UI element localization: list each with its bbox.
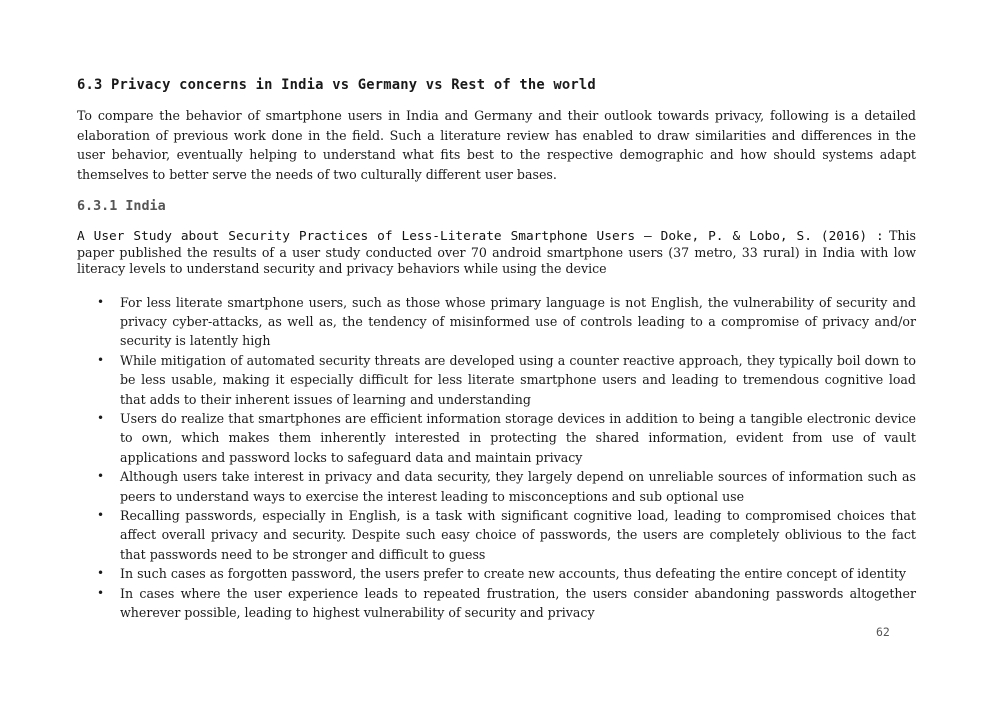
section-heading: 6.3 Privacy concerns in India vs Germany vs Rest of the world (77, 77, 596, 93)
list-item-text: Although users take interest in privacy and data security, they largely depend on unreliable sources of information such as peers to understand ways to exercise the interest leading to misconceptions and sub optional use (120, 469, 916, 504)
bullet-icon: • (97, 585, 105, 600)
study-summary: This paper published the results of a user study conducted over 70 android smartphone users (37 metro, 33 rural) in India with low literacy levels to understand security and privacy behaviors while using the device (77, 228, 916, 277)
intro-paragraph: To compare the behavior of smartphone users in India and Germany and their outlook towards privacy, following is a detailed elaboration of previous work done in the field. Such a literature review has enabled to draw similarities and differences in the user behavior, eventually helping to understand what fits best to the respective demographic and how should systems adapt themselves to better serve the needs of two culturally different user bases. (77, 108, 916, 182)
list-item-text: Users do realize that smartphones are efficient information storage devices in addition to being a tangible electronic device to own, which makes them inherently interested in protecting the shared information, evident from use of vault applications and password locks to safeguard data and maintain privacy (120, 411, 916, 465)
subsection-heading: 6.3.1 India (77, 199, 166, 214)
list-item-text: While mitigation of automated security threats are developed using a counter reactive approach, they typically boil down to be less usable, making it especially difficult for less literate smartphone users and leading to tremendous cognitive load that adds to their inherent issues of learning and understanding (120, 352, 916, 407)
bullet-icon: • (97, 411, 105, 426)
bullet-icon: • (97, 566, 105, 581)
bullet-icon: • (97, 469, 105, 484)
document-page (77, 74, 916, 623)
page-number: 62 (876, 625, 890, 639)
list-item (77, 506, 916, 564)
list-item-text: In cases where the user experience leads to repeated frustration, the users consider abandoning passwords altogether wherever possible, leading to highest vulnerability of security and privacy (120, 585, 916, 621)
list-item-text: For less literate smartphone users, such as those whose primary language is not English, the vulnerability of security and privacy cyber-attacks, as well as, the tendency of misinformed use of controls leading to a compromise of privacy and/or security is latently high (120, 294, 916, 349)
list-item (77, 293, 916, 351)
list-item (77, 584, 916, 623)
list-item-text: Recalling passwords, especially in English, is a task with significant cognitive load, leading to compromised choices that affect overall privacy and security. Despite such easy choice of passwords, the users are completely oblivious to the fact that passwords need to be stronger and difficult to guess (120, 508, 916, 562)
study-paragraph (77, 228, 916, 278)
list-item (77, 409, 916, 467)
findings-list (77, 293, 916, 623)
list-item (77, 351, 916, 409)
bullet-icon: • (97, 352, 105, 367)
list-item-text: In such cases as forgotten password, the users prefer to create new accounts, thus defeating the entire concept of identity (120, 566, 907, 582)
bullet-icon: • (97, 294, 105, 309)
list-item (77, 564, 916, 583)
study-title: A User Study about Security Practices of Less-Literate Smartphone Users – Doke, P. & Lobo, S. (2016) : (77, 229, 884, 244)
bullet-icon: • (97, 508, 105, 523)
list-item (77, 467, 916, 506)
